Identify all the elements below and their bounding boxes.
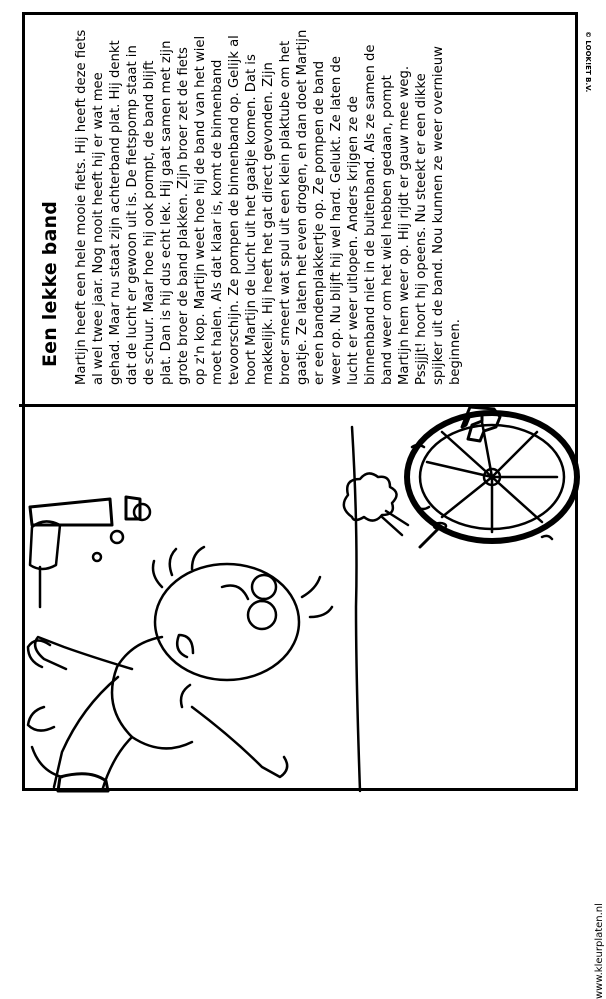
bicycle-wheel — [407, 413, 577, 541]
illustration-panel — [22, 407, 605, 999]
story-rotated-block — [25, 15, 575, 401]
air-puff-icon — [344, 473, 408, 535]
ground-line — [352, 427, 360, 791]
copyright-notice: © LOOK!ET B.V. — [584, 31, 592, 93]
story-paragraph: Martijn heeft een hele mooie fiets. Hij heeft deze fiets al wel twee jaar. Nog nooit heeft hij er wat mee gehad. Maar nu staat zijn achterband plat. Hij denkt dat de lucht er gewoon uit is. De fietspomp staat in de schuur. Maar hoe hij ook pompt, de band blijft plat. Dan is hij dus echt lek. Hij gaat samen met zijn grote broer de band plakken. Zijn broer zet de fiets op z'n kop. Martijn weet hoe hij de band van het wiel moet halen. Als dat klaar is, komt de binnenband tevoorschijn. Ze pompen de binnenband op. Gelijk al hoort Martijn de lucht uit het gaatje komen. Dat is makkelijk. Hij heeft het gat direct gevonden. Zijn broer smeert wat spul uit een klein plaktube om het gaatje. Ze laten het even drogen, en dan doet Martijn er een bandenplakkertje op. Ze pompen de band weer op. Nu blijft hij wel hard. Gelukt. Ze laten de lucht er weer uitlopen. Anders krijgen ze de binnenband niet in de buitenband. Als ze samen de band weer om het wiel hebben gedaan, pompt Martijn hem weer op. Hij rijdt er gauw mee weg. Pssjjjt! hoort hij opeens. Nu steekt er een dikke spijker uit de band. Nou kunnen ze weer overnieuw beginnen. — [74, 29, 463, 385]
story-body — [73, 29, 464, 385]
boy-figure — [28, 547, 332, 791]
story-panel — [25, 15, 592, 401]
coloring-illustration — [22, 407, 578, 791]
website-url: www.kleurplaten.nl — [594, 903, 605, 999]
pump-icon — [30, 521, 60, 607]
story-title: Een lekke band — [39, 200, 61, 367]
